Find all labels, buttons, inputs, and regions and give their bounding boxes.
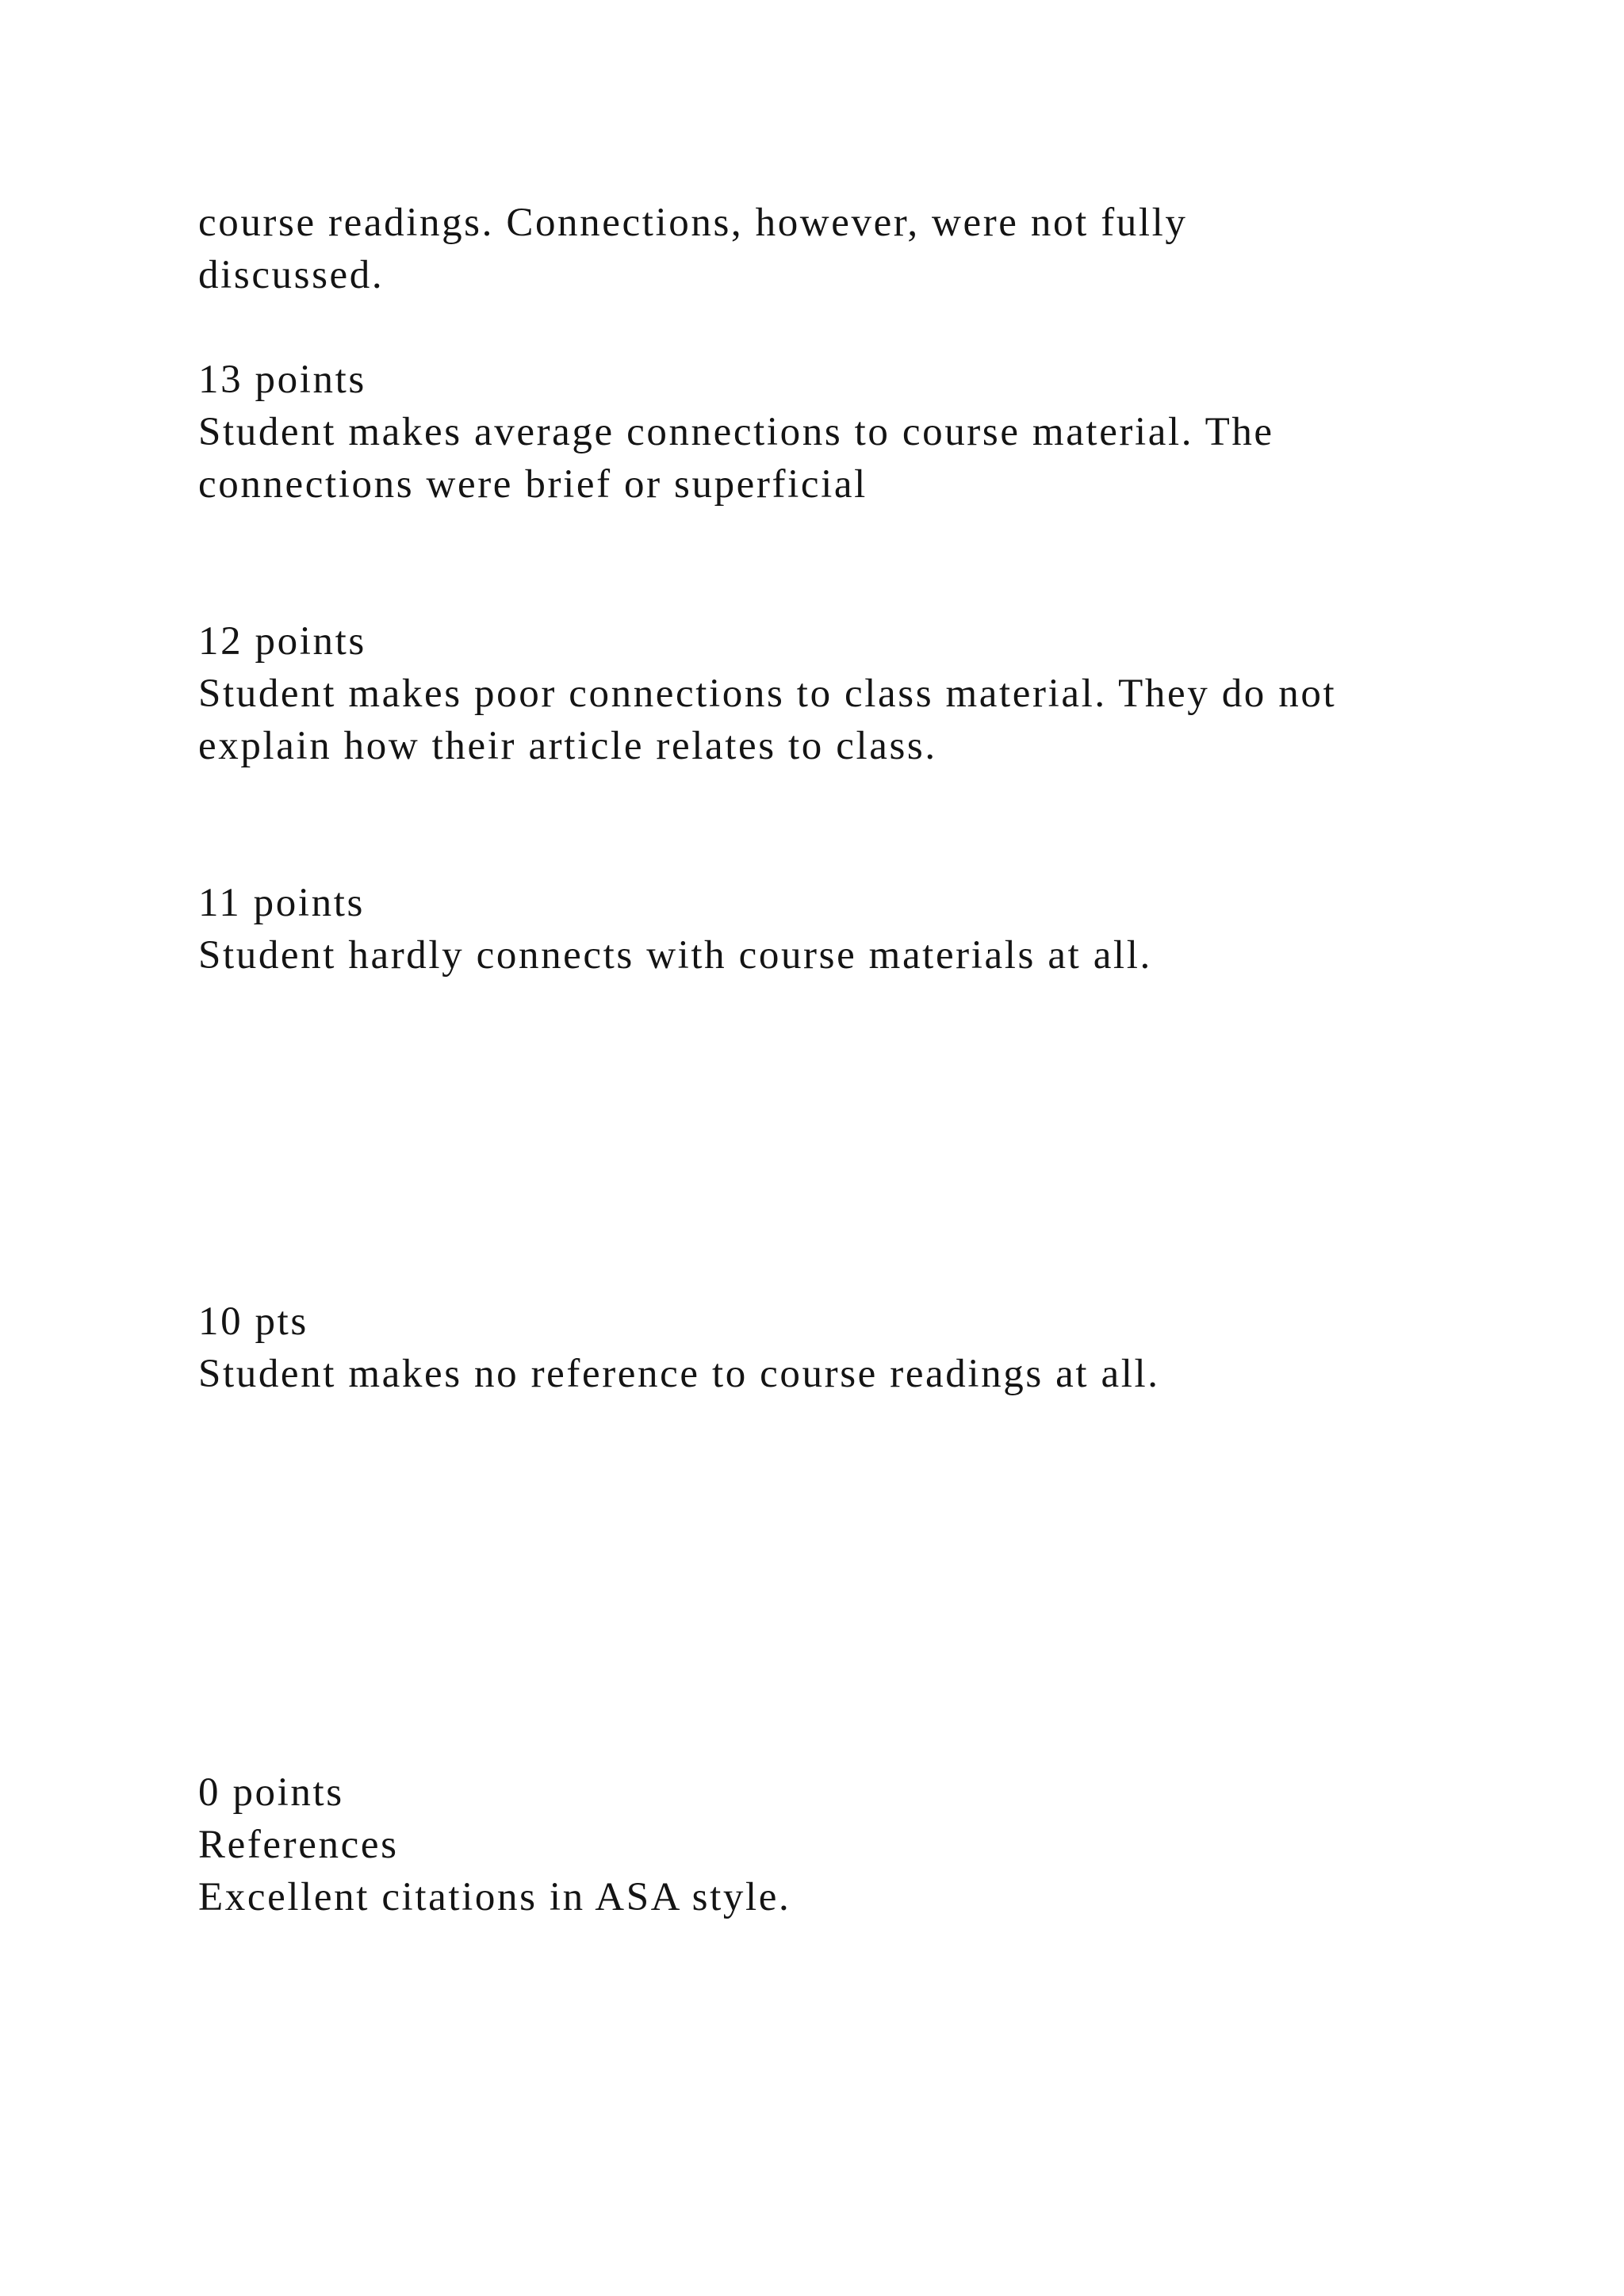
criterion-description-10: Student makes no reference to course readings at all. [198, 1352, 1160, 1396]
points-label-11: 11 points [198, 881, 365, 925]
points-label-10: 10 pts [198, 1299, 308, 1344]
points-label-13: 13 points [198, 358, 366, 402]
section-heading-references: References [198, 1823, 399, 1867]
continued-criterion-text-line-2: discussed. [198, 253, 385, 297]
references-criterion-description: Excellent citations in ASA style. [198, 1875, 791, 1919]
criterion-description-11: Student hardly connects with course materials at all. [198, 933, 1152, 978]
criterion-description-12-line-1: Student makes poor connections to class material. They do not [198, 672, 1337, 716]
criterion-description-13-line-2: connections were brief or superficial [198, 462, 868, 507]
points-label-0: 0 points [198, 1770, 344, 1815]
criterion-description-12-line-2: explain how their article relates to class. [198, 724, 937, 768]
points-label-12: 12 points [198, 619, 366, 664]
criterion-description-13-line-1: Student makes average connections to course material. The [198, 410, 1274, 454]
continued-criterion-text-line-1: course readings. Connections, however, were not fully [198, 201, 1188, 245]
